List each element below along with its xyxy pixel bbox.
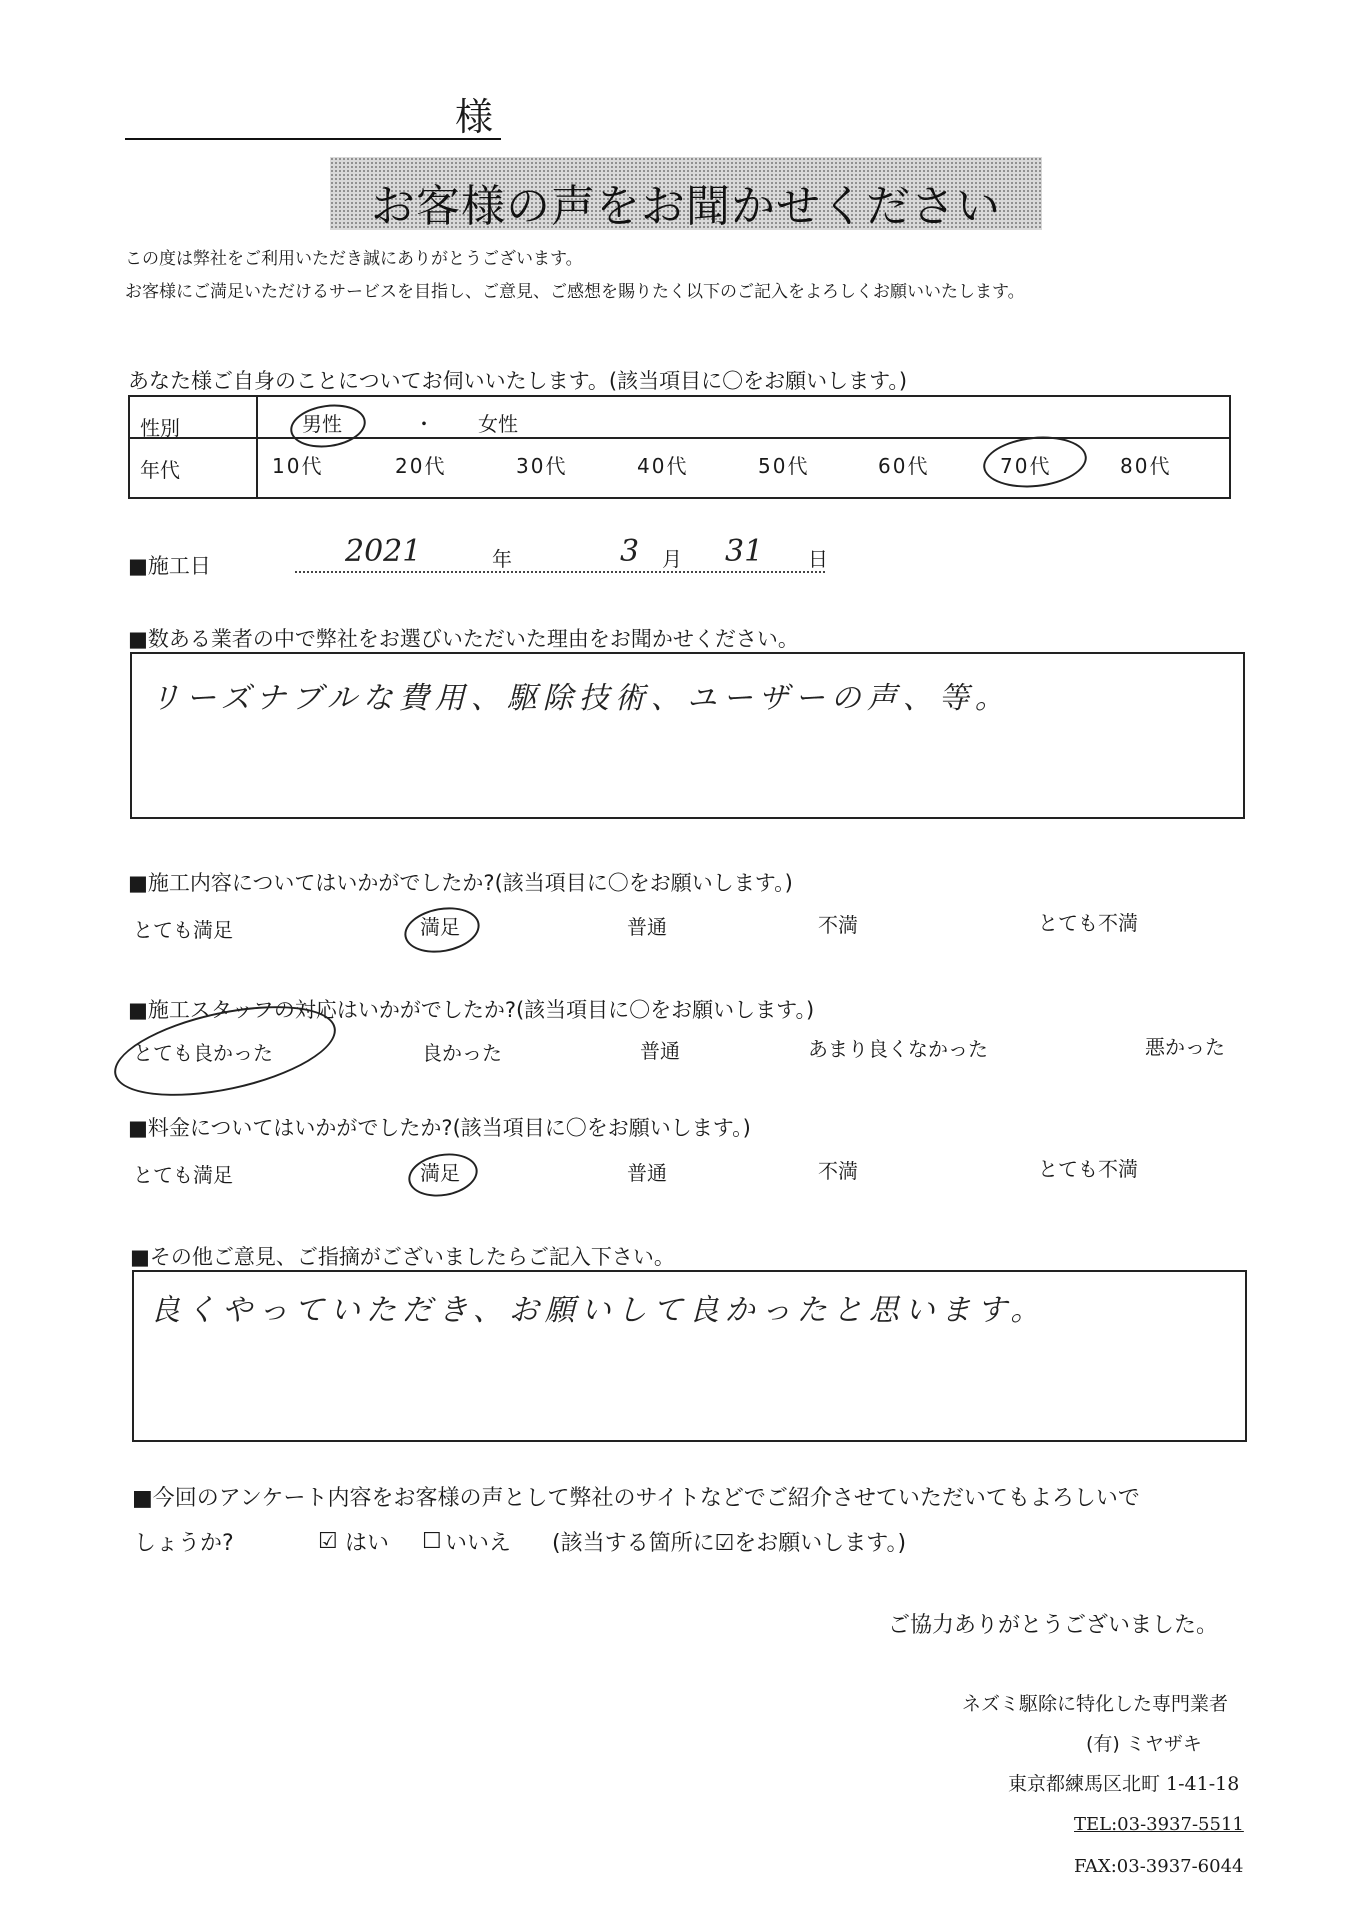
title-banner	[330, 157, 1042, 230]
intro-line-2: お客様にご満足いただけるサービスを目指し、ご意見、ご感想を賜りたく以下のご記入をよろしくお願いいたします。	[125, 282, 1025, 302]
customer-name-line	[125, 138, 501, 140]
price-option-very-dissatisfied[interactable]: とても不満	[1038, 1157, 1138, 1181]
age-option-10[interactable]: 10代	[272, 454, 324, 478]
comments-answer-text: 良くやっていただき、お願いして良かったと思います。	[150, 1293, 1047, 1328]
date-dotted-line	[295, 571, 825, 573]
work-option-satisfied[interactable]: 満足	[420, 915, 460, 939]
date-day-unit: 日	[808, 547, 828, 571]
consent-yes-checkbox[interactable]: ☑	[318, 1529, 338, 1554]
company-address: 東京都練馬区北町 1-41-18	[1008, 1773, 1240, 1795]
age-option-20[interactable]: 20代	[395, 454, 447, 478]
work-option-very-dissatisfied[interactable]: とても不満	[1038, 911, 1138, 935]
price-question: ■料金についてはいかがでしたか?(該当項目に〇をお願いします。)	[128, 1116, 751, 1140]
consent-no-checkbox[interactable]: ☐	[422, 1529, 442, 1554]
age-option-30[interactable]: 30代	[516, 454, 568, 478]
consent-question-line-2: しょうか?	[134, 1531, 234, 1556]
consent-question-line-1: ■今回のアンケート内容をお客様の声として弊社のサイトなどでご紹介させていただいてもよろしいで	[132, 1486, 1140, 1511]
thanks-message: ご協力ありがとうございました。	[888, 1613, 1219, 1638]
age-option-80[interactable]: 80代	[1120, 454, 1172, 478]
work-content-question: ■施工内容についてはいかがでしたか?(該当項目に〇をお願いします。)	[128, 871, 793, 895]
intro-line-1: この度は弊社をご利用いただき誠にありがとうございます。	[125, 249, 583, 269]
company-fax: FAX:03-3937-6044	[1074, 1856, 1244, 1877]
date-month[interactable]: 3	[620, 534, 640, 569]
price-option-dissatisfied[interactable]: 不満	[818, 1159, 858, 1183]
date-day[interactable]: 31	[725, 534, 764, 569]
gender-label: 性別	[140, 416, 180, 440]
gender-option-female[interactable]: 女性	[478, 412, 518, 436]
staff-option-average[interactable]: 普通	[640, 1039, 680, 1063]
date-month-unit: 月	[662, 547, 682, 571]
work-selected-circle	[401, 902, 483, 959]
profile-table-col-divider	[256, 395, 258, 499]
staff-question: ■施工スタッフの対応はいかがでしたか?(該当項目に〇をお願いします。)	[128, 998, 815, 1022]
date-year-unit: 年	[492, 547, 512, 571]
reason-answer-box[interactable]	[130, 652, 1245, 819]
staff-option-not-so-good[interactable]: あまり良くなかった	[808, 1037, 988, 1061]
gender-option-male[interactable]: 男性	[302, 412, 342, 436]
reason-question: ■数ある業者の中で弊社をお選びいただいた理由をお聞かせください。	[128, 627, 799, 651]
age-option-60[interactable]: 60代	[878, 454, 930, 478]
comments-question: ■その他ご意見、ご指摘がございましたらご記入下さい。	[130, 1245, 675, 1269]
staff-option-bad[interactable]: 悪かった	[1145, 1035, 1225, 1059]
reason-answer-text: リーズナブルな費用、駆除技術、ユーザーの声、等。	[150, 681, 1011, 716]
age-option-40[interactable]: 40代	[637, 454, 689, 478]
price-selected-circle	[405, 1148, 481, 1202]
price-option-satisfied[interactable]: 満足	[420, 1161, 460, 1185]
age-option-70[interactable]: 70代	[1000, 454, 1052, 478]
consent-instruction: (該当する箇所に☑をお願いします。)	[552, 1531, 907, 1556]
company-name: (有) ミヤザキ	[1086, 1733, 1202, 1755]
company-tagline: ネズミ駆除に特化した専門業者	[962, 1693, 1229, 1715]
price-option-very-satisfied[interactable]: とても満足	[133, 1163, 233, 1187]
consent-yes-label: はい	[345, 1531, 390, 1556]
age-label: 年代	[140, 458, 180, 482]
price-option-average[interactable]: 普通	[627, 1161, 667, 1185]
profile-question: あなた様ご自身のことについてお伺いいたします。(該当項目に〇をお願いします。)	[128, 369, 908, 393]
company-tel[interactable]: TEL:03-3937-5511	[1074, 1814, 1244, 1835]
staff-option-good[interactable]: 良かった	[422, 1041, 502, 1065]
staff-option-very-good[interactable]: とても良かった	[133, 1041, 273, 1065]
honorific: 様	[455, 95, 494, 139]
gender-separator: ・	[414, 412, 434, 436]
work-option-very-satisfied[interactable]: とても満足	[133, 918, 233, 942]
construction-date-label: ■施工日	[128, 554, 211, 578]
age-option-50[interactable]: 50代	[758, 454, 810, 478]
page-title: お客様の声をお聞かせください	[371, 181, 1001, 232]
work-option-dissatisfied[interactable]: 不満	[818, 913, 858, 937]
consent-no-label: いいえ	[445, 1531, 512, 1556]
work-option-average[interactable]: 普通	[627, 915, 667, 939]
date-year[interactable]: 2021	[345, 534, 422, 569]
